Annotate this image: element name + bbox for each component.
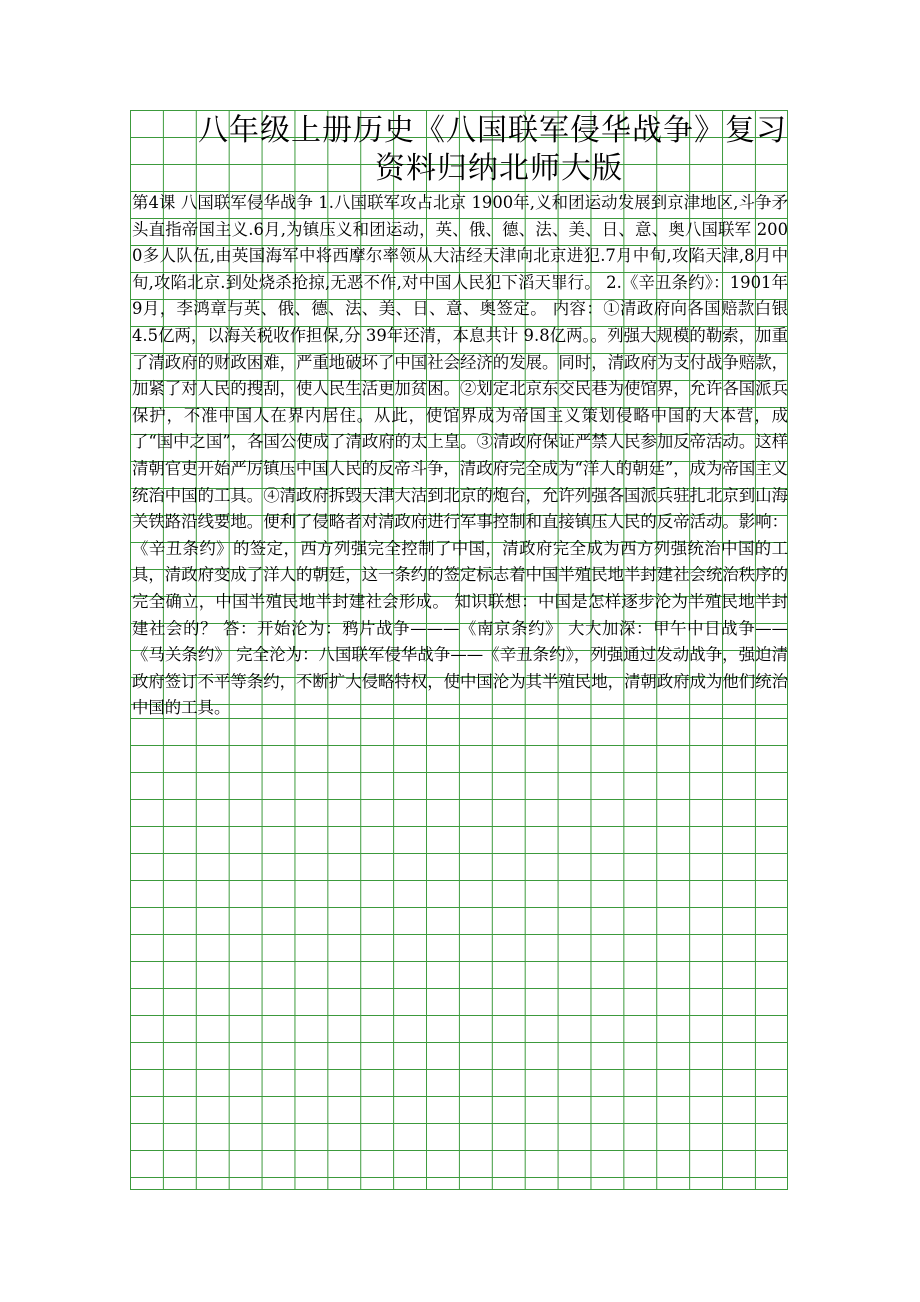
title-line-2: 资料归纳北师大版	[375, 151, 623, 186]
document-body: 第4课 八国联军侵华战争 1.八国联军攻占北京 1900年,义和团运动发展到京津地区,斗争矛头直指帝国主义.6月,为镇压义和团运动，英、俄、德、法、美、日、意、奥八国联军 2000多人队伍,由英国海军中将西摩尔率领从大沽经天津向北京进犯.7月中旬,攻陷天津,8月中旬,攻陷北京.到处烧杀抢掠,无恶不作,对中国人民犯下滔天罪行。 2.《辛丑条约》：1901年9月，李鸿章与英、俄、德、法、美、日、意、奥签定。 内容：①清政府向各国赔款白银 4.5亿两，以海关税收作担保,分 39年还清，本息共计 9.8亿两。。列强大规模的勒索，加重了清政府的财政困难，严重地破坏了中国社会经济的发展。同时，清政府为支付战争赔款，加紧了对人民的搜刮，使人民生活更加贫困。②划定北京东交民巷为使馆界，允许各国派兵保护，不准中国人在界内居住。从此，使馆界成为帝国主义策划侵略中国的大本营，成了“国中之国”，各国公使成了清政府的太上皇。③清政府保证严禁人民参加反帝活动。这样清朝官吏开始严厉镇压中国人民的反帝斗争，清政府完全成为“洋人的朝廷”，成为帝国主义统治中国的工具。④清政府拆毁天津大沽到北京的炮台，允许列强各国派兵驻扎北京到山海关铁路沿线要地。便利了侵略者对清政府进行军事控制和直接镇压人民的反帝活动。影响：《辛丑条约》的签定，西方列强完全控制了中国，清政府完全成为西方列强统治中国的工具，清政府变成了洋人的朝廷，这一条约的签定标志着中国半殖民地半封建社会统治秩序的完全确立，中国半殖民地半封建社会形成。 知识联想：中国是怎样逐步沦为半殖民地半封建社会的？ 答：开始沦为：鸦片战争———《南京条约》 大大加深：甲午中日战争——《马关条约》 完全沦为：八国联军侵华战争——《辛丑条约》，列强通过发动战争，强迫清政府签订不平等条约，不断扩大侵略特权，使中国沦为其半殖民地，清朝政府成为他们统治中国的工具。	[132, 193, 788, 718]
title-line-1: 八年级上册历史《八国联军侵华战争》复习	[198, 113, 787, 148]
document-title	[130, 112, 788, 188]
empty-writing-grid	[131, 718, 787, 1189]
